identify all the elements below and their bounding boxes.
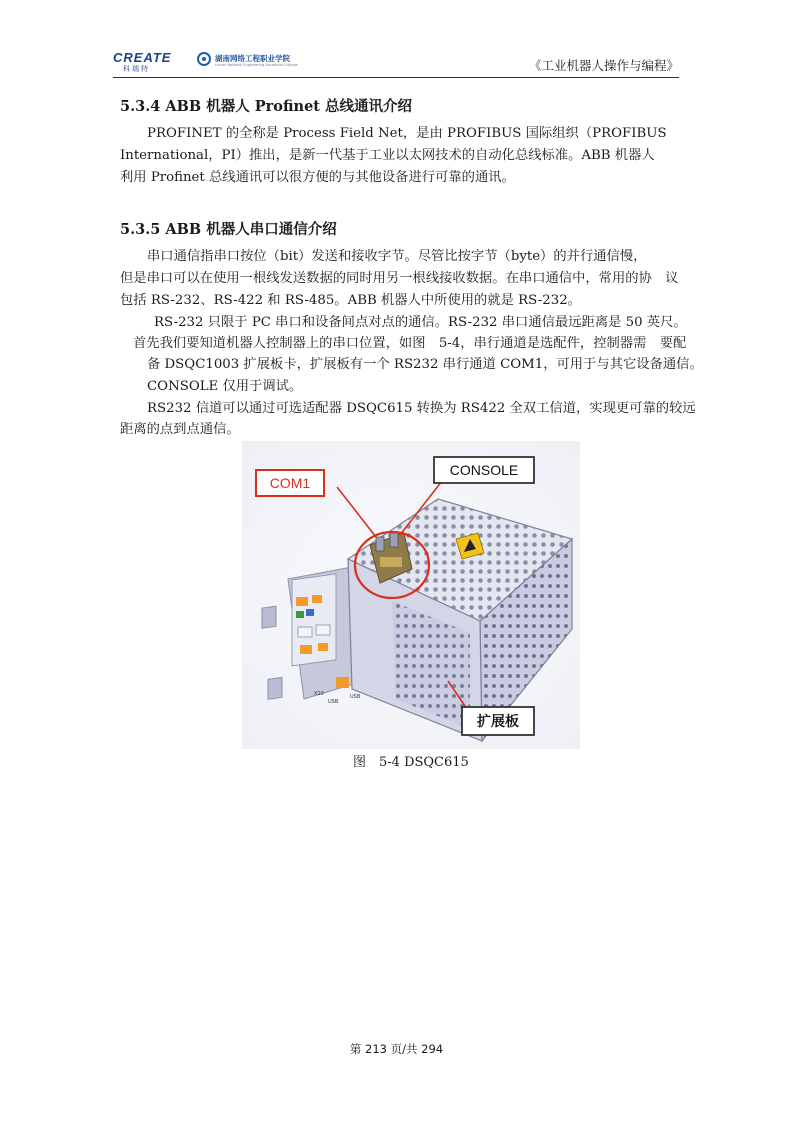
school-name: 湖南网络工程职业学院 bbox=[215, 54, 290, 63]
com1-label: COM1 bbox=[269, 475, 311, 491]
page-number: 第 213 页/共 294 bbox=[349, 1042, 444, 1056]
paragraph-line: PROFINET 的全称是 Process Field Net，是由 PROFIBUS 国际组织（PROFIBUS bbox=[147, 126, 667, 141]
paragraph-line: 距离的点到点通信。 bbox=[120, 422, 240, 437]
header-divider bbox=[113, 77, 679, 78]
paragraph-line: 串口通信指串口按位（bit）发送和接收字节。尽管比按字节（byte）的并行通信慢， bbox=[147, 249, 647, 264]
console-callout bbox=[434, 457, 534, 483]
port-label: USB bbox=[328, 699, 339, 705]
section-title-535: 5.3.5 ABB 机器人串口通信介绍 bbox=[120, 221, 337, 238]
paragraph-line: 利用 Profinet 总线通讯可以很方便的与其他设备进行可靠的通讯。 bbox=[120, 170, 515, 185]
book-title: 《工业机器人操作与编程》 bbox=[528, 58, 679, 73]
paragraph-line: 包括 RS-232、RS-422 和 RS-485。ABB 机器人中所使用的就是 RS-232。 bbox=[120, 293, 581, 308]
dsqc615-illustration bbox=[242, 441, 580, 749]
school-name-en: Hunan Network Engineering Vocational College bbox=[215, 63, 298, 67]
board-label: 扩展板 bbox=[477, 714, 519, 730]
paragraph-line: International，PI）推出，是新一代基于工业以太网技术的自动化总线标准。ABB 机器人 bbox=[120, 148, 655, 163]
paragraph-line: RS232 信道可以通过可选适配器 DSQC615 转换为 RS422 全双工信道，实现更可靠的较远 bbox=[147, 401, 696, 416]
school-badge-icon bbox=[197, 52, 211, 66]
figure-caption: 图 5-4 DSQC615 bbox=[353, 755, 469, 770]
paragraph-line: 备 DSQC1003 扩展板卡，扩展板有一个 RS232 串行通道 COM1，可用于与其它设备通信。 bbox=[147, 357, 703, 372]
create-logo-word: CREATE bbox=[113, 50, 172, 65]
console-label: CONSOLE bbox=[449, 462, 519, 478]
port-label: X10 bbox=[314, 691, 324, 697]
paragraph-line: 首先我们要知道机器人控制器上的串口位置，如图 5-4，串行通道是选配件，控制器需 要配 bbox=[133, 336, 687, 351]
dsqc615-figure bbox=[242, 441, 580, 749]
paragraph-line: 但是串口可以在使用一根线发送数据的同时用另一根线接收数据。在串口通信中，常用的协 议 bbox=[120, 271, 679, 286]
com1-callout bbox=[256, 470, 324, 496]
page-header bbox=[113, 48, 679, 76]
create-logo bbox=[113, 50, 185, 72]
paragraph-line: RS-232 只限于 PC 串口和设备间点对点的通信。RS-232 串口通信最远距离是 50 英尺。 bbox=[154, 315, 687, 330]
section-title-534: 5.3.4 ABB 机器人 Profinet 总线通讯介绍 bbox=[120, 98, 413, 115]
board-callout bbox=[462, 707, 534, 735]
create-logo-cn: 科瑞特 bbox=[123, 65, 150, 73]
paragraph-line: CONSOLE 仅用于调试。 bbox=[147, 379, 303, 394]
port-label: USB bbox=[350, 694, 361, 700]
